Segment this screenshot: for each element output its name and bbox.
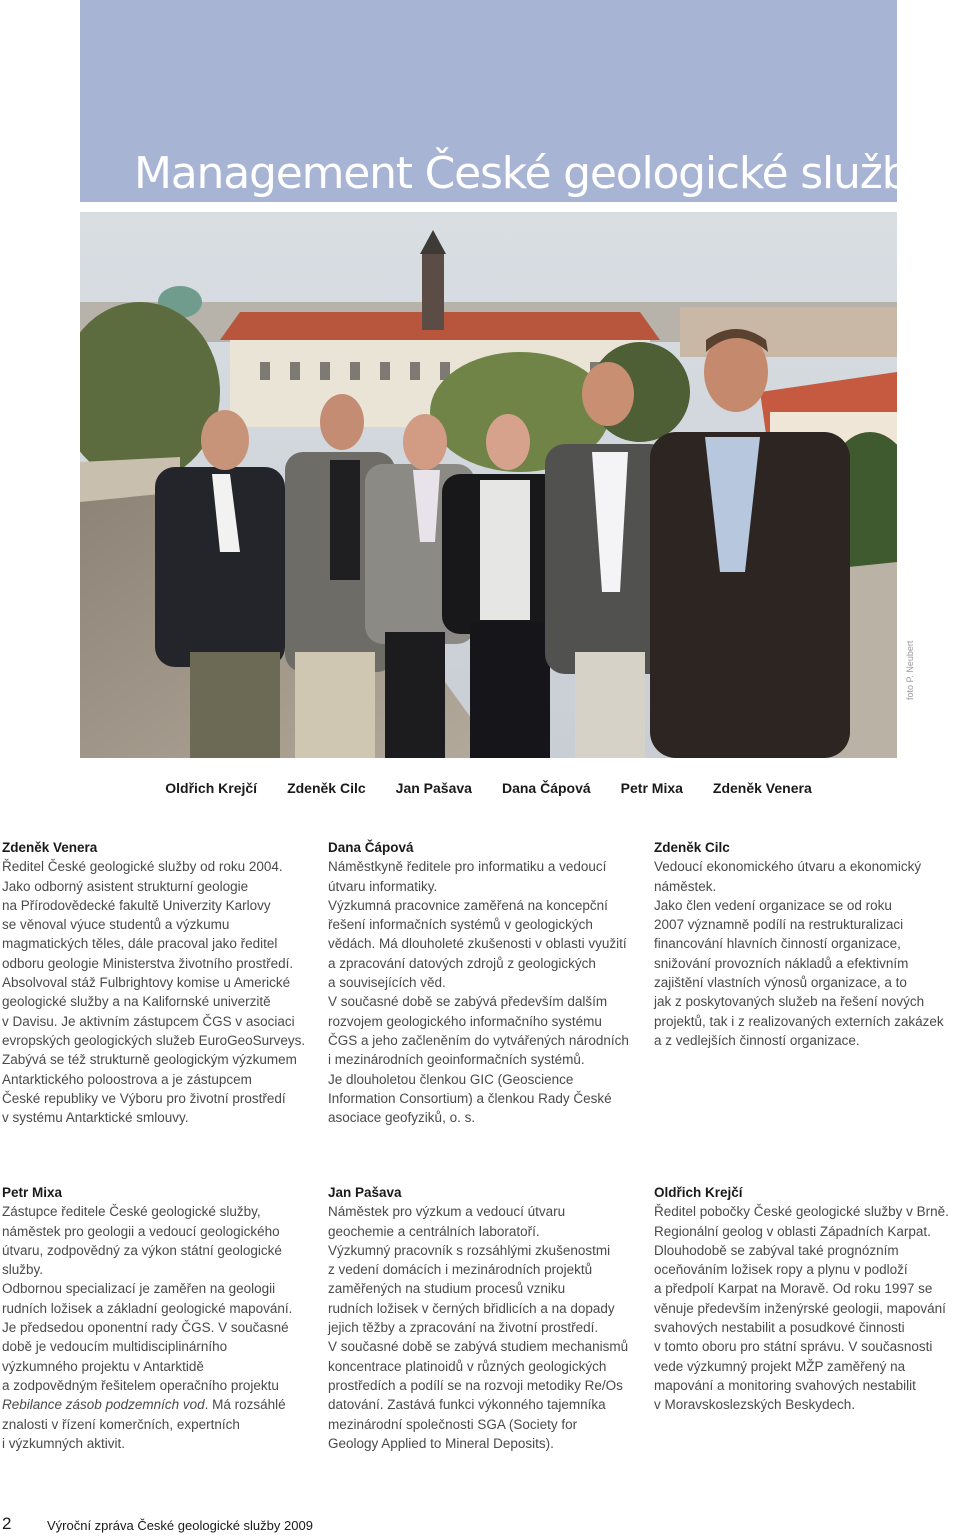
bio-capova [328, 838, 633, 1127]
bio-line: Ředitel České geologické služby od roku 2004. [2, 859, 283, 875]
bio-line: zajištění vlastních výnosů organizace, a to [654, 975, 907, 991]
bio-line: v Moravskoslezských Beskydech. [654, 1397, 856, 1413]
bio-line: Ředitel pobočky České geologické služby v Brně. [654, 1204, 949, 1220]
bio-line: financování hlavních činností organizace, [654, 936, 901, 952]
group-photo-illustration [80, 212, 897, 758]
bio-line: magmatických těles, dále pracoval jako ředitel [2, 936, 278, 952]
bio-line: a zpracování datových zdrojů z geologických [328, 955, 596, 971]
bio-line: výzkumného projektu v Antarktidě [2, 1358, 204, 1374]
bio-line: a z vedlejších činností organizace. [654, 1032, 860, 1048]
caption-name: Petr Mixa [620, 780, 683, 796]
bio-line: v Davisu. Je aktivním zástupcem ČGS v asociaci [2, 1013, 295, 1029]
bio-line: Geology Applied to Mineral Deposits). [328, 1435, 554, 1451]
bio-line: geologické služby a na Kalifornské univerzitě [2, 994, 271, 1010]
bio-line: rudních ložisek v černých břidlicích a na dopady [328, 1300, 615, 1316]
bio-line: koncentrace platinoidů v různých geologických [328, 1358, 607, 1374]
bio-name: Petr Mixa [2, 1185, 63, 1200]
footer-title: Výroční zpráva České geologické služby 2009 [47, 1518, 313, 1533]
bio-line: odboru geologie Ministerstva životního prostředí. [2, 955, 294, 971]
bio-line: datování. Zastává funkci výkonného tajemníka [328, 1397, 606, 1413]
bio-line: ČGS a jeho začleněním do vytvářených národních [328, 1032, 629, 1048]
bio-line: době je vedoucím multidisciplinárního [2, 1339, 228, 1355]
bio-krejci [654, 1183, 959, 1415]
bio-line: Jako člen vedení organizace se od roku [654, 897, 892, 913]
bio-name: Jan Pašava [328, 1185, 402, 1200]
bio-line: Dlouhodobě se zabýval také prognózním [654, 1242, 899, 1258]
bio-line: Výzkumná pracovnice zaměřená na koncepční [328, 897, 608, 913]
bio-line: jak z poskytovaných služeb na řešení nových [654, 994, 925, 1010]
bio-line: Je předsedou oponentní rady ČGS. V současné [2, 1320, 289, 1336]
bio-line: projektů, tak i z realizovaných externích zakázek [654, 1013, 944, 1029]
title-band [80, 0, 934, 202]
bio-name: Oldřich Krejčí [654, 1185, 743, 1200]
bio-pasava [328, 1183, 633, 1453]
bio-line: a zodpovědným řešitelem operačního projektu [2, 1377, 279, 1393]
bio-line: svahových nestabilit a posudkové činnosti [654, 1320, 905, 1336]
caption-name: Dana Čápová [501, 780, 591, 796]
bio-line: a souvisejících věd. [328, 975, 446, 991]
bio-line: v tomto oboru pro státní správu. V současnosti [654, 1339, 933, 1355]
bio-line: zaměřených na studium procesů vzniku [328, 1281, 566, 1297]
bio-line: Information Consortium) a členkou Rady České [328, 1090, 612, 1106]
photo-caption [80, 780, 897, 800]
group-photo [80, 212, 897, 758]
bio-line: věnuje především inženýrské geologii, mapování [654, 1300, 946, 1316]
photo-credit: foto P. Neubert [905, 640, 915, 700]
bio-line: a předpolí Karpat na Moravě. Od roku 1997 se [654, 1281, 933, 1297]
bio-line: Absolvoval stáž Fulbrightovy komise u Americké [2, 975, 291, 991]
bio-line: z vedení domácích i mezinárodních projektů [328, 1262, 593, 1278]
bio-line: Je dlouholetou členkou GIC (Geoscience [328, 1071, 574, 1087]
caption-name: Jan Pašava [395, 780, 472, 796]
bio-line: rozvojem geologického informačního systému [328, 1013, 602, 1029]
bio-line: řešení informačních systémů v geologických [328, 917, 593, 933]
bio-line: snižování provozních nákladů a efektivním [654, 955, 909, 971]
bio-line: Vedoucí ekonomického útvaru a ekonomický [654, 859, 922, 875]
bio-name: Zdeněk Venera [2, 840, 98, 855]
bio-line: služby. [2, 1262, 44, 1278]
bio-line: mapování a monitoring svahových nestabilit [654, 1377, 916, 1393]
bio-line: Zástupce ředitele České geologické služby, [2, 1204, 261, 1220]
bio-line: V současné době se zabývá především dalším [328, 994, 608, 1010]
bio-line-mixed [2, 1395, 307, 1414]
bio-line: útvaru, zodpovědný za výkon státní geologické [2, 1242, 282, 1258]
bio-line: v systému Antarktické smlouvy. [2, 1110, 189, 1126]
bio-line: Zabývá se též strukturně geologickým výzkumem [2, 1052, 297, 1068]
bio-line: 2007 významně podílí na restrukturalizaci [654, 917, 904, 933]
caption-name: Zdeněk Cilc [287, 780, 366, 796]
project-title: Rebilance zásob podzemních vod [2, 1397, 205, 1413]
bio-line: Jako odborný asistent strukturní geologie [2, 878, 249, 894]
page-title: Management České geologické služby [134, 148, 934, 199]
bio-line: i mezinárodních geoinformačních systémů. [328, 1052, 585, 1068]
bio-line: vědách. Má dlouholeté zkušenosti v oblasti využití [328, 936, 627, 952]
bio-line: V současné době se zabývá studiem mechanismů [328, 1339, 629, 1355]
bio-line: náměstek. [654, 878, 717, 894]
bio-name: Zdeněk Cilc [654, 840, 730, 855]
bio-line: Náměstkyně ředitele pro informatiku a vedoucí [328, 859, 607, 875]
bio-line: Výzkumný pracovník s rozsáhlými zkušenostmi [328, 1242, 611, 1258]
bio-mixa [2, 1183, 307, 1453]
bio-line: evropských geologických služeb EuroGeoSurveys. [2, 1032, 306, 1048]
caption-name: Oldřich Krejčí [165, 780, 258, 796]
bio-line: i výzkumných aktivit. [2, 1435, 126, 1451]
bio-line: České republiky ve Výboru pro životní prostředí [2, 1090, 286, 1106]
bio-text: . Má rozsáhlé [204, 1397, 286, 1413]
page-number: 2 [2, 1514, 12, 1533]
bio-line: se věnoval výuce studentů a výzkumu [2, 917, 230, 933]
bio-name: Dana Čápová [328, 840, 414, 855]
bio-line: náměstek pro geologii a vedoucí geologického [2, 1223, 280, 1239]
bio-line: rudních ložisek a základní geologické mapování. [2, 1300, 293, 1316]
bio-line: vede výzkumný projekt MŽP zaměřený na [654, 1358, 906, 1374]
bio-venera [2, 838, 307, 1127]
bio-line: mezinárodní společnosti SGA (Society for [328, 1416, 578, 1432]
bio-line: Odbornou specializací je zaměřen na geologii [2, 1281, 276, 1297]
bio-line: útvaru informatiky. [328, 878, 438, 894]
bio-line: Náměstek pro výzkum a vedoucí útvaru [328, 1204, 566, 1220]
bio-line: oceňováním ložisek ropy a plynu v podloží [654, 1262, 908, 1278]
bio-line: asociace geofyziků, o. s. [328, 1110, 476, 1126]
bio-line: znalosti v řízení komerčních, expertních [2, 1416, 240, 1432]
bio-line: geochemie a centrálních laboratoří. [328, 1223, 540, 1239]
bio-cilc [654, 838, 959, 1050]
bio-line: Regionální geolog v oblasti Západních Karpat. [654, 1223, 931, 1239]
caption-name: Zdeněk Venera [712, 780, 812, 796]
bio-line: jejich těžby a zpracování na životní prostředí. [328, 1320, 599, 1336]
bio-line: prostředích a podílí se na rozvoji metodiky Re/Os [328, 1377, 623, 1393]
bio-line: na Přírodovědecké fakultě Univerzity Karlovy [2, 897, 271, 913]
bio-line: Antarktického poloostrova a je zástupcem [2, 1071, 252, 1087]
